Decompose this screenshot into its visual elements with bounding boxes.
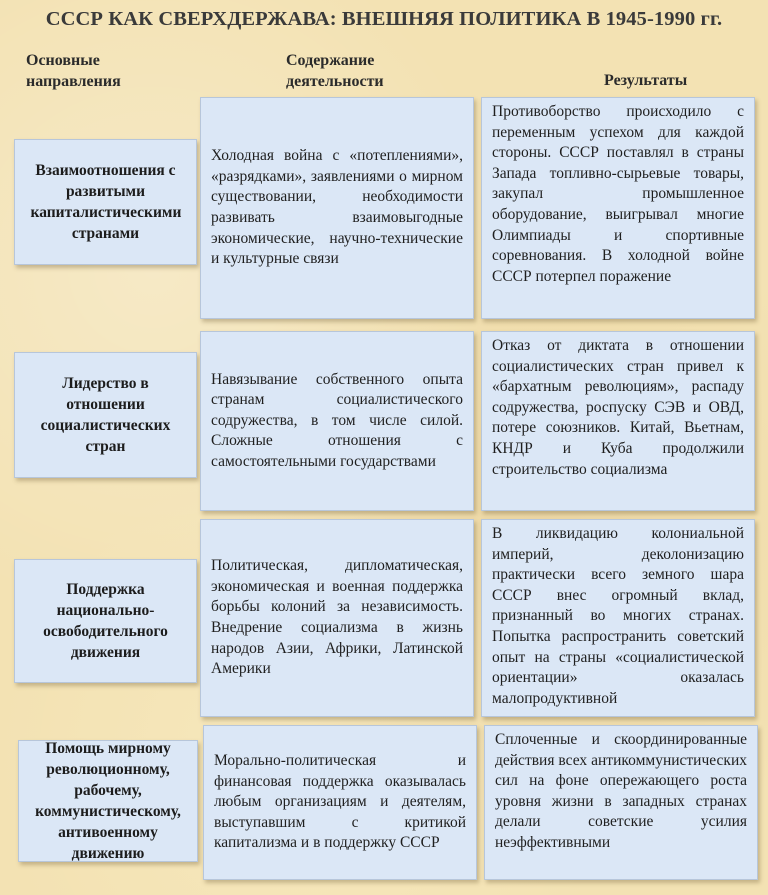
result-text: В ликвидацию колониальной империй, деколонизацию практически всего земного шара СССР внес огромный вклад, признанный во многих странах. Попытка распространить советский опыт на страны «социалистической ориентации» оказалась малопродуктивной (492, 525, 744, 707)
result-cell-3 (481, 519, 755, 717)
content-text: Холодная война с «потеплениями», «разрядками», заявлениями о мирном существовании, необходимости развивать взаимовыгодные экономические, научно-технические и культурные связи (211, 147, 463, 268)
direction-cell-1 (14, 139, 197, 265)
direction-cell-4 (18, 740, 198, 862)
direction-text: Поддержка национально-освободительного движения (43, 581, 168, 661)
header-results: Результаты (604, 72, 688, 89)
result-text: Сплоченные и скоординированные действия всех антикоммунистических сил на фоне опережающего роста уровня жизни в западных странах делали советские усилия неэффективными (495, 731, 747, 851)
page-title: СССР КАК СВЕРХДЕРЖАВА: ВНЕШНЯЯ ПОЛИТИКА В 1945-1990 гг. (45, 8, 723, 30)
direction-text: Взаимоотношения с развитыми капиталистическими странами (30, 162, 182, 242)
content-cell-3 (200, 519, 474, 717)
result-text: Противоборство происходило с переменным успехом для каждой стороны. СССР поставлял в страны Запада топливно-сырьевые товары, закупал промышленное оборудование, выигрывал многие Олимпиады и спортивные соревнования. В холодной войне СССР потерпел поражение (492, 103, 744, 285)
result-text: Отказ от диктата в отношении социалистических стран привел к «бархатным революциям», распаду содружества, роспуску СЭВ и ОВД, потере союзников. Китай, Вьетнам, КНДР и Куба продолжили строительство социализма (492, 337, 744, 478)
content-cell-2 (200, 331, 474, 511)
content-cell-4 (203, 725, 477, 880)
content-text: Морально-политическая и финансовая поддержка оказывалась любым организациям и деятелям, выступавшим с критикой капитализма и в поддержку СССР (214, 752, 466, 852)
direction-text: Лидерство в отношении социалистических стран (40, 375, 171, 455)
direction-cell-2 (14, 352, 197, 478)
result-cell-1 (481, 97, 755, 319)
direction-text: Помощь мирному революционному, рабочему, коммунистическому, антивоенному движению (35, 740, 181, 862)
result-cell-2 (481, 331, 755, 511)
content-cell-1 (200, 97, 474, 319)
header-content: Содержание деятельности (286, 52, 384, 90)
direction-cell-3 (14, 559, 197, 683)
result-cell-4 (484, 725, 758, 880)
header-directions: Основные направления (26, 52, 121, 90)
content-text: Навязывание собственного опыта странам социалистического содружества, в том числе силой. Сложные отношения с самостоятельными государствами (211, 370, 463, 470)
content-text: Политическая, дипломатическая, экономическая и военная поддержка борьбы колоний за независимость. Внедрение социализма в жизнь народов Азии, Африки, Латинской Америки (211, 557, 463, 678)
